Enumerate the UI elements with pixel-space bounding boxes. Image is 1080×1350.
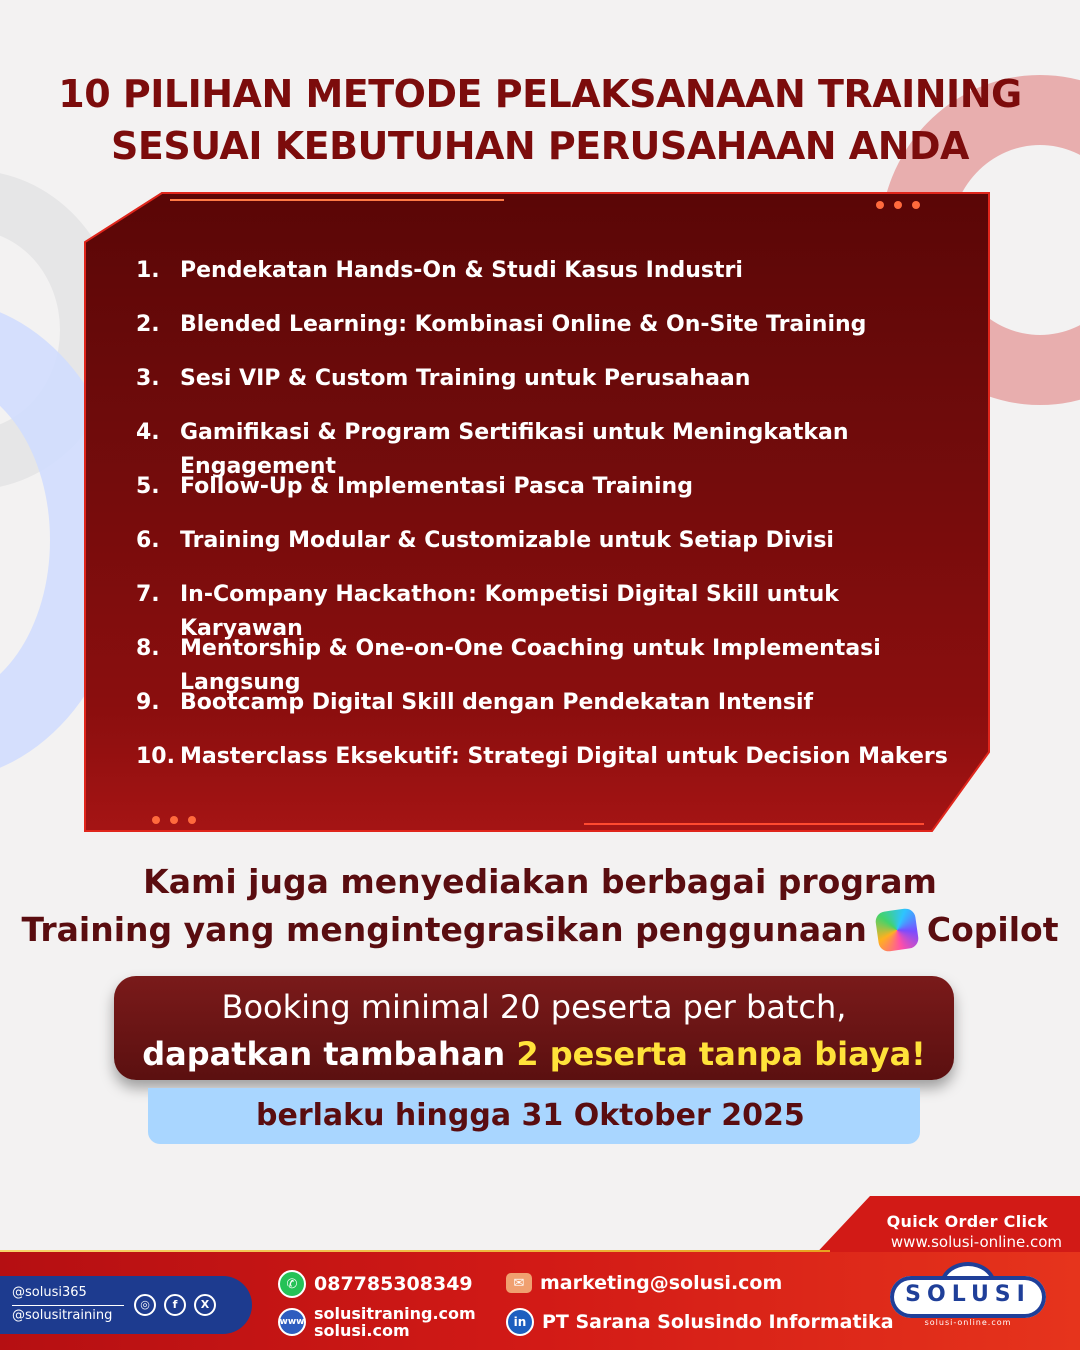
- website-link-1[interactable]: solusitraning.com: [314, 1304, 476, 1323]
- logo-subtext: solusi-online.com: [924, 1318, 1012, 1327]
- website-link-2[interactable]: solusi.com: [314, 1321, 410, 1340]
- whatsapp-number[interactable]: 087785308349: [314, 1273, 473, 1295]
- social-handles: [0, 1276, 252, 1334]
- list-item: [136, 632, 966, 695]
- email-contact[interactable]: [506, 1272, 782, 1294]
- list-item: [136, 362, 966, 416]
- title-line-1: 10 PILIHAN METODE PELAKSANAAN TRAINING: [58, 72, 1022, 116]
- list-item-number: 4.: [136, 420, 160, 445]
- methods-list: [136, 254, 966, 794]
- list-item-number: 1.: [136, 258, 160, 283]
- title-line-2: SESUAI KEBUTUHAN PERUSAHAAN ANDA: [111, 124, 969, 168]
- intro-line-1: Kami juga menyediakan berbagai program: [143, 862, 937, 901]
- validity-note: berlaku hingga 31 Oktober 2025: [148, 1088, 920, 1144]
- promo-line-2: [114, 1032, 954, 1076]
- list-item-text: In-Company Hackathon: Kompetisi Digital Skill untuk Karyawan: [180, 582, 839, 641]
- list-item-number: 9.: [136, 690, 160, 715]
- linkedin-icon: in: [506, 1308, 534, 1336]
- list-item-number: 10.: [136, 744, 175, 769]
- instagram-icon[interactable]: ◎: [134, 1294, 156, 1316]
- list-item-text: Masterclass Eksekutif: Strategi Digital untuk Decision Makers: [180, 744, 948, 769]
- list-item-number: 2.: [136, 312, 160, 337]
- list-item-number: 6.: [136, 528, 160, 553]
- email-address[interactable]: marketing@solusi.com: [540, 1272, 783, 1294]
- website-links: [314, 1305, 476, 1339]
- linkedin-contact[interactable]: [506, 1308, 894, 1336]
- solusi-logo[interactable]: [890, 1262, 1046, 1332]
- copilot-icon: [874, 907, 919, 952]
- intro-line-2: Training yang mengintegrasikan penggunaan: [21, 910, 867, 949]
- list-item-text: Pendekatan Hands-On & Studi Kasus Industri: [180, 258, 743, 283]
- list-item-number: 5.: [136, 474, 160, 499]
- list-item-number: 7.: [136, 582, 160, 607]
- list-item: [136, 524, 966, 578]
- list-item-text: Gamifikasi & Program Sertifikasi untuk Meningkatkan Engagement: [180, 420, 849, 479]
- promo-highlight: 2 peserta tanpa biaya!: [516, 1035, 926, 1073]
- list-item-text: Bootcamp Digital Skill dengan Pendekatan Intensif: [180, 690, 814, 715]
- social-divider: [12, 1305, 124, 1306]
- x-icon[interactable]: X: [194, 1294, 216, 1316]
- panel-dots-top: [876, 201, 920, 209]
- mail-icon: ✉: [506, 1273, 532, 1293]
- whatsapp-contact[interactable]: [278, 1270, 473, 1298]
- list-item-text: Blended Learning: Kombinasi Online & On-Site Training: [180, 312, 867, 337]
- copilot-intro: [0, 858, 1080, 954]
- methods-panel: [84, 192, 990, 832]
- quick-order-title[interactable]: Quick Order Click: [886, 1212, 1048, 1231]
- list-item: [136, 254, 966, 308]
- panel-dots-bottom: [152, 816, 196, 824]
- social-handle-2[interactable]: @solusitraining: [12, 1308, 113, 1323]
- list-item-text: Mentorship & One-on-One Coaching untuk Implementasi Langsung: [180, 636, 881, 695]
- facebook-icon[interactable]: f: [164, 1294, 186, 1316]
- logo-word: SOLUSI: [905, 1282, 1031, 1307]
- social-handle-1[interactable]: @solusi365: [12, 1285, 87, 1300]
- social-icons: [134, 1294, 216, 1316]
- promo-line-2-prefix: dapatkan tambahan: [142, 1035, 506, 1073]
- list-item: [136, 416, 966, 479]
- globe-icon: www: [278, 1308, 306, 1336]
- quick-order-url[interactable]: www.solusi-online.com: [890, 1233, 1062, 1251]
- promo-banner: [114, 976, 954, 1080]
- list-item-text: Training Modular & Customizable untuk Setiap Divisi: [180, 528, 834, 553]
- copilot-brand: Copilot: [926, 910, 1059, 949]
- whatsapp-icon: ✆: [278, 1270, 306, 1298]
- company-name[interactable]: PT Sarana Solusindo Informatika: [542, 1311, 894, 1333]
- list-item-number: 8.: [136, 636, 160, 661]
- intro-line-2-wrap: [0, 906, 1080, 954]
- promo-line-1: Booking minimal 20 peserta per batch,: [221, 988, 847, 1026]
- list-item-text: Follow-Up & Implementasi Pasca Training: [180, 474, 693, 499]
- list-item: [136, 308, 966, 362]
- list-item: [136, 578, 966, 641]
- list-item-text: Sesi VIP & Custom Training untuk Perusahaan: [180, 366, 751, 391]
- page-title: [0, 68, 1080, 172]
- website-contact[interactable]: [278, 1305, 476, 1339]
- list-item: [136, 740, 966, 794]
- list-item-number: 3.: [136, 366, 160, 391]
